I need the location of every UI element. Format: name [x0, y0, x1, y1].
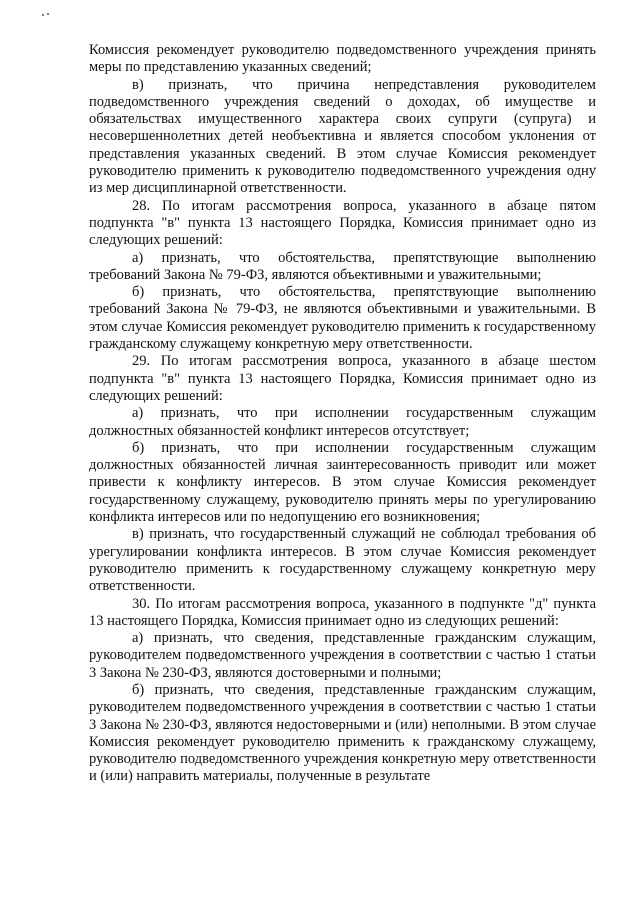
paragraph-29-b: б) признать, что при исполнении государственным служащим должностных обязанностей личная заинтересованность приводит или может привести к конфликту интересов. В этом случае Комиссия рекомендует государственному служащему, руководителю принять меры по урегулированию конфликта интересов или по недопущению его возникновения; [89, 439, 596, 526]
paragraph-29-a: а) признать, что при исполнении государственным служащим должностных обязанностей конфликт интересов отсутствует; [89, 405, 596, 439]
paragraph-28-a: а) признать, что обстоятельства, препятствующие выполнению требований Закона № 79-ФЗ, являются объективными и уважительными; [89, 249, 596, 283]
paragraph-30-b: б) признать, что сведения, представленные гражданским служащим, руководителем подведомственного учреждения в соответствии с частью 1 статьи 3 Закона № 230-ФЗ, являются недостоверными и (или) неполными. В этом случае Комиссия рекомендует руководителю применить к гражданскому служащему, руководителю подведомственного учреждения конкретную меру ответственности и (или) направить материалы, полученные в результате [89, 681, 596, 785]
paragraph-29-v: в) признать, что государственный служащий не соблюдал требования об урегулировании конфликта интересов. В этом случае Комиссия рекомендует руководителю применить к государственному служащему конкретную меру ответственности. [89, 526, 596, 595]
scan-speck [47, 13, 49, 15]
paragraph-item-v: в) признать, что причина непредставления руководителем подведомственного учреждения сведений о доходах, об имуществе и обязательствах имущественного характера своих супруги (супруга) и несовершеннолетних детей необъективна и является способом уклонения от представления указанных сведений. В этом случае Комиссия рекомендует руководителю применить к руководителю подведомственного учреждения одну из мер дисциплинарной ответственности. [89, 76, 596, 197]
paragraph-continuation: Комиссия рекомендует руководителю подведомственного учреждения принять меры по представлению указанных сведений; [89, 42, 596, 76]
scan-speck [42, 14, 44, 16]
paragraph-30-a: а) признать, что сведения, представленные гражданским служащим, руководителем подведомственного учреждения в соответствии с частью 1 статьи 3 Закона № 230-ФЗ, являются достоверными и полными; [89, 630, 596, 681]
paragraph-28: 28. По итогам рассмотрения вопроса, указанного в абзаце пятом подпункта "в" пункта 13 настоящего Порядка, Комиссия принимает одно из следующих решений: [89, 197, 596, 249]
paragraph-28-b: б) признать, что обстоятельства, препятствующие выполнению требований Закона № 79-ФЗ, не являются объективными и уважительными. В этом случае Комиссия рекомендует руководителю применить к государственному гражданскому служащему конкретную меру ответственности. [89, 284, 596, 353]
document-body [89, 42, 596, 786]
paragraph-29: 29. По итогам рассмотрения вопроса, указанного в абзаце шестом подпункта "в" пункта 13 настоящего Порядка, Комиссия принимает одно из следующих решений: [89, 353, 596, 404]
paragraph-30: 30. По итогам рассмотрения вопроса, указанного в подпункте "д" пункта 13 настоящего Порядка, Комиссия принимает одно из следующих решений: [89, 595, 596, 629]
